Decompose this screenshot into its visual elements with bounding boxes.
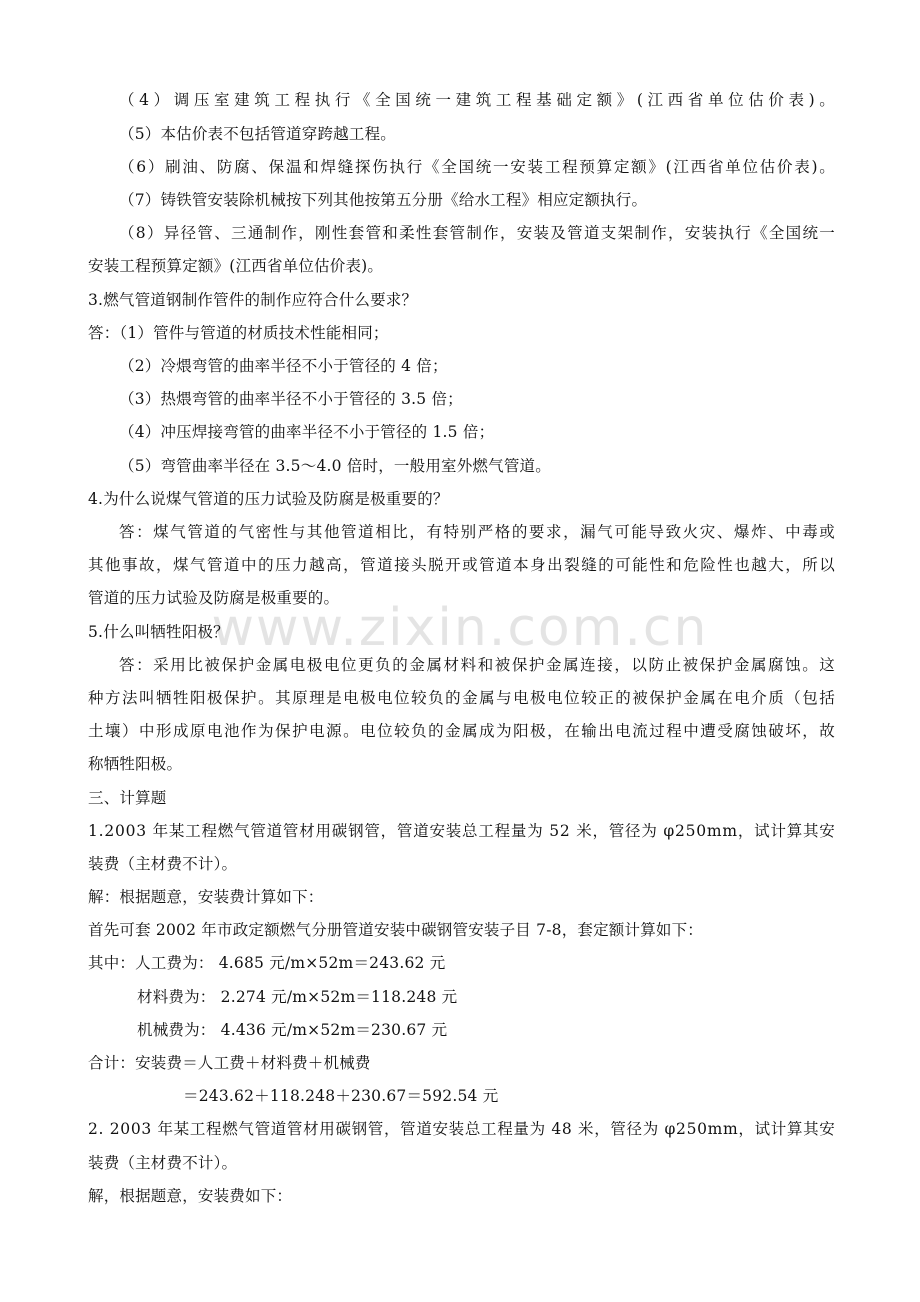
answer-line: 称牺牲阳极。: [88, 755, 183, 773]
answer-line: 管道的压力试验及防腐是极重要的。: [88, 589, 340, 607]
calc-line: 其中：人工费为： 4.685 元/m×52m＝243.62 元: [88, 954, 446, 972]
answer-line: （5）弯管曲率半径在 3.5～4.0 倍时，一般用室外燃气管道。: [119, 457, 551, 475]
calc-line: 机械费为： 4.436 元/m×52m＝230.67 元: [137, 1021, 448, 1039]
answer-line: 种方法叫牺牲阳极保护。其原理是电极电位较负的金属与电极电位较正的被保护金属在电介质（包括: [88, 689, 837, 707]
solution-line: 解：根据题意，安装费计算如下：: [88, 888, 324, 906]
calc-line: 合计：安装费＝人工费＋材料费＋机械费: [88, 1054, 371, 1072]
answer-line: 其他事故，煤气管道中的压力越高，管道接头脱开或管道本身出裂缝的可能性和危险性也越大，所以: [88, 556, 837, 574]
calc-line: ＝243.62＋118.248＋230.67＝592.54 元: [183, 1087, 499, 1105]
calc-line: 材料费为： 2.274 元/m×52m＝118.248 元: [137, 988, 458, 1006]
problem-line: 装费（主材费不计）。: [88, 855, 238, 873]
answer-line: 答：（1）管件与管道的材质技术性能相同；: [88, 324, 389, 342]
text-line: （8）异径管、三通制作，刚性套管和柔性套管制作，安装及管道支架制作，安装执行《全国统一: [119, 224, 837, 242]
solution-line: 首先可套 2002 年市政定额燃气分册管道安装中碳钢管安装子目 7-8，套定额计算如下：: [88, 921, 703, 939]
question-heading: 4.为什么说煤气管道的压力试验及防腐是极重要的？: [88, 490, 449, 508]
answer-line: 答：采用比被保护金属电极电位更负的金属材料和被保护金属连接，以防止被保护金属腐蚀。这: [119, 656, 837, 674]
answer-line: 土壤）中形成原电池作为保护电源。电位较负的金属成为阳极，在输出电流过程中遭受腐蚀破坏，故: [88, 722, 837, 740]
answer-line: （3）热煨弯管的曲率半径不小于管径的 3.5 倍；: [119, 390, 463, 408]
text-line: （4）调压室建筑工程执行《全国统一建筑工程基础定额》(江西省单位估价表)。: [119, 91, 840, 109]
answer-line: 答：煤气管道的气密性与其他管道相比，有特别严格的要求，漏气可能导致火灾、爆炸、中毒或: [119, 523, 837, 541]
problem-line: 1.2003 年某工程燃气管道管材用碳钢管，管道安装总工程量为 52 米，管径为 φ250mm，试计算其安: [88, 822, 836, 840]
watermark: www.zixin.com.cn: [211, 598, 709, 658]
section-heading: 三、计算题: [88, 789, 167, 807]
problem-line: 装费（主材费不计）。: [88, 1154, 238, 1172]
text-line: （7）铸铁管安装除机械按下列其他按第五分册《给水工程》相应定额执行。: [119, 191, 648, 209]
question-heading: 3.燃气管道钢制作管件的制作应符合什么要求？: [88, 291, 418, 309]
text-line: 安装工程预算定额》(江西省单位估价表)。: [88, 257, 384, 275]
question-heading: 5.什么叫牺牲阳极？: [88, 623, 229, 641]
text-line: （5）本估价表不包括管道穿跨越工程。: [119, 125, 396, 143]
answer-line: （4）冲压焊接弯管的曲率半径不小于管径的 1.5 倍；: [119, 423, 495, 441]
problem-line: 2. 2003 年某工程燃气管道管材用碳钢管，管道安装总工程量为 48 米，管径为 φ250mm，试计算其安: [88, 1120, 836, 1138]
solution-line: 解，根据题意，安装费如下：: [88, 1187, 293, 1205]
text-line: （6）刷油、防腐、保温和焊缝探伤执行《全国统一安装工程预算定额》(江西省单位估价表)。: [119, 158, 837, 176]
answer-line: （2）冷煨弯管的曲率半径不小于管径的 4 倍；: [119, 357, 448, 375]
